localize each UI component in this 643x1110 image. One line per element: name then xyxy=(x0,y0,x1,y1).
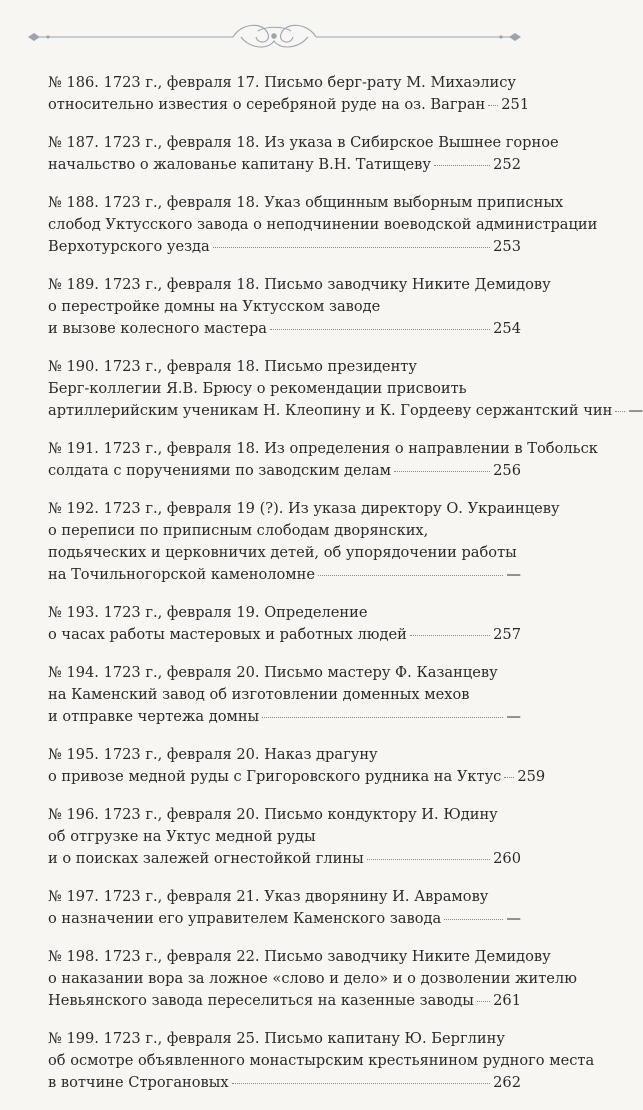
page-number: 253 xyxy=(493,238,521,255)
entry-text: подьяческих и церковничих детей, об упорядочении работы xyxy=(48,544,517,561)
page-number: 257 xyxy=(493,626,521,643)
entry-text: на Точильногорской каменоломне xyxy=(48,566,316,583)
entry-text: и отправке чертежа домны xyxy=(48,708,260,725)
dot-leader xyxy=(213,247,490,248)
toc-entry xyxy=(48,662,521,728)
entry-text: солдата с поручениями по заводским делам xyxy=(48,462,392,479)
dot-leader xyxy=(262,717,503,718)
toc-entry-line xyxy=(48,542,521,564)
toc-entry xyxy=(48,274,551,340)
entry-text: № 197. 1723 г., февраля 21. Указ дворянину И. Аврамову xyxy=(48,888,489,905)
toc-entry-line xyxy=(48,460,521,482)
page-number: 256 xyxy=(493,462,521,479)
entry-text: № 189. 1723 г., февраля 18. Письмо заводчику Никите Демидову xyxy=(48,276,551,293)
toc-entry-line xyxy=(48,154,521,176)
toc-entry-line xyxy=(48,1028,521,1050)
entry-text: № 199. 1723 г., февраля 25. Письмо капитану Ю. Берглину xyxy=(48,1030,505,1047)
header-ornament xyxy=(28,14,521,58)
dot-leader xyxy=(615,411,625,412)
toc-entry-line xyxy=(48,1050,595,1072)
toc-entry-line xyxy=(48,826,521,848)
page-number: 260 xyxy=(493,850,521,867)
entry-text: № 187. 1723 г., февраля 18. Из указа в Сибирское Вышнее горное xyxy=(48,134,559,151)
dot-leader xyxy=(410,635,490,636)
entry-text: о назначении его управителем Каменского завода xyxy=(48,910,442,927)
page-number: 254 xyxy=(493,320,521,337)
entry-text: № 186. 1723 г., февраля 17. Письмо берг-рату М. Михаэлису xyxy=(48,74,516,91)
entry-text: № 188. 1723 г., февраля 18. Указ общинным выборным приписных xyxy=(48,194,564,211)
entry-text: № 198. 1723 г., февраля 22. Письмо заводчику Никите Демидову xyxy=(48,948,551,965)
toc-entry xyxy=(48,1028,595,1094)
entry-text: № 195. 1723 г., февраля 20. Наказ драгуну xyxy=(48,746,378,763)
toc-entry-line xyxy=(48,602,521,624)
toc-entry-line xyxy=(48,766,546,788)
toc-entry-line xyxy=(48,192,564,214)
toc-entry-line xyxy=(48,908,521,930)
toc-entry-line xyxy=(48,706,521,728)
entry-text: артиллерийским ученикам Н. Клеопину и К. Гордееву сержантский чин xyxy=(48,402,613,419)
toc-entry-line xyxy=(48,564,521,586)
toc-entry-line xyxy=(48,662,521,684)
entry-text: № 191. 1723 г., февраля 18. Из определения о направлении в Тобольск xyxy=(48,440,598,457)
toc-entry-line xyxy=(48,132,559,154)
toc-entry xyxy=(48,946,577,1012)
entry-text: начальство о жалованье капитану В.Н. Татищеву xyxy=(48,156,431,173)
toc-entry-line xyxy=(48,990,521,1012)
toc-entry xyxy=(48,886,521,930)
toc-entry-line xyxy=(48,318,521,340)
toc-entry-line xyxy=(48,1072,521,1094)
dot-leader xyxy=(232,1083,491,1084)
dot-leader xyxy=(444,919,503,920)
toc-entry-line xyxy=(48,498,560,520)
dot-leader xyxy=(504,777,514,778)
toc-entry-line xyxy=(48,624,521,646)
toc-entry-line xyxy=(48,296,521,318)
toc-entry-line xyxy=(48,684,521,706)
toc-entry-line xyxy=(48,886,521,908)
toc-entry xyxy=(48,498,560,586)
toc-entry-line xyxy=(48,438,598,460)
entry-text: об осмотре объявленного монастырским крестьянином рудного места xyxy=(48,1052,595,1069)
toc-entry-line xyxy=(48,804,521,826)
toc-entry xyxy=(48,356,643,422)
toc-entry-line xyxy=(48,356,521,378)
toc-entry xyxy=(48,438,598,482)
toc-entry xyxy=(48,192,598,258)
toc-entry xyxy=(48,132,559,176)
page-number: — xyxy=(506,910,521,927)
entry-text: о часах работы мастеровых и работных людей xyxy=(48,626,407,643)
toc-entry-line xyxy=(48,968,577,990)
entry-text: Верхотурского уезда xyxy=(48,238,210,255)
table-of-contents xyxy=(48,72,643,1110)
entry-text: о перестройке домны на Уктусском заводе xyxy=(48,298,381,315)
dot-leader xyxy=(434,165,490,166)
toc-entry-line xyxy=(48,274,551,296)
toc-entry-line xyxy=(48,946,551,968)
page-number: — xyxy=(628,402,643,419)
entry-text: относительно известия о серебряной руде на оз. Вагран xyxy=(48,96,486,113)
toc-entry xyxy=(48,804,521,870)
dot-leader xyxy=(394,471,490,472)
entry-text: № 194. 1723 г., февраля 20. Письмо мастеру Ф. Казанцеву xyxy=(48,664,498,681)
page-number: 252 xyxy=(493,156,521,173)
toc-entry-line xyxy=(48,236,521,258)
entry-text: № 192. 1723 г., февраля 19 (?). Из указа директору О. Украинцеву xyxy=(48,500,560,517)
toc-entry-line xyxy=(48,94,530,116)
toc-entry-line xyxy=(48,400,643,422)
entry-text: об отгрузке на Уктус медной руды xyxy=(48,828,316,845)
entry-text: о наказании вора за ложное «слово и дело» и о дозволении жителю xyxy=(48,970,577,987)
entry-text: № 196. 1723 г., февраля 20. Письмо кондуктору И. Юдину xyxy=(48,806,498,823)
entry-text: № 193. 1723 г., февраля 19. Определение xyxy=(48,604,368,621)
entry-text: на Каменский завод об изготовлении доменных мехов xyxy=(48,686,470,703)
entry-text: слобод Уктусского завода о неподчинении воеводской администрации xyxy=(48,216,598,233)
page-number: 251 xyxy=(501,96,530,113)
toc-entry-line xyxy=(48,520,521,542)
page-number: — xyxy=(506,566,521,583)
toc-entry-line xyxy=(48,848,521,870)
toc-entry xyxy=(48,72,530,116)
entry-text: № 190. 1723 г., февраля 18. Письмо президенту xyxy=(48,358,417,375)
entry-text: и о поисках залежей огнестойкой глины xyxy=(48,850,364,867)
entry-text: Невьянского завода переселиться на казенные заводы xyxy=(48,992,474,1009)
entry-text: о привозе медной руды с Григоровского рудника на Уктус xyxy=(48,768,502,785)
page-number: 259 xyxy=(517,768,546,785)
dot-leader xyxy=(318,575,503,576)
toc-entry-line xyxy=(48,378,521,400)
toc-entry xyxy=(48,744,546,788)
page-number: — xyxy=(506,708,521,725)
toc-entry-line xyxy=(48,72,521,94)
entry-text: Берг-коллегии Я.В. Брюсу о рекомендации присвоить xyxy=(48,380,467,397)
dot-leader xyxy=(488,105,498,106)
entry-text: о переписи по приписным слободам дворянских, xyxy=(48,522,429,539)
dot-leader xyxy=(367,859,490,860)
page-number: 262 xyxy=(493,1074,521,1091)
toc-entry xyxy=(48,602,521,646)
dot-leader xyxy=(270,329,490,330)
entry-text: и вызове колесного мастера xyxy=(48,320,267,337)
entry-text: в вотчине Строгановых xyxy=(48,1074,229,1091)
toc-entry-line xyxy=(48,214,598,236)
dot-leader xyxy=(477,1001,490,1002)
toc-entry-line xyxy=(48,744,521,766)
page-number: 261 xyxy=(493,992,521,1009)
